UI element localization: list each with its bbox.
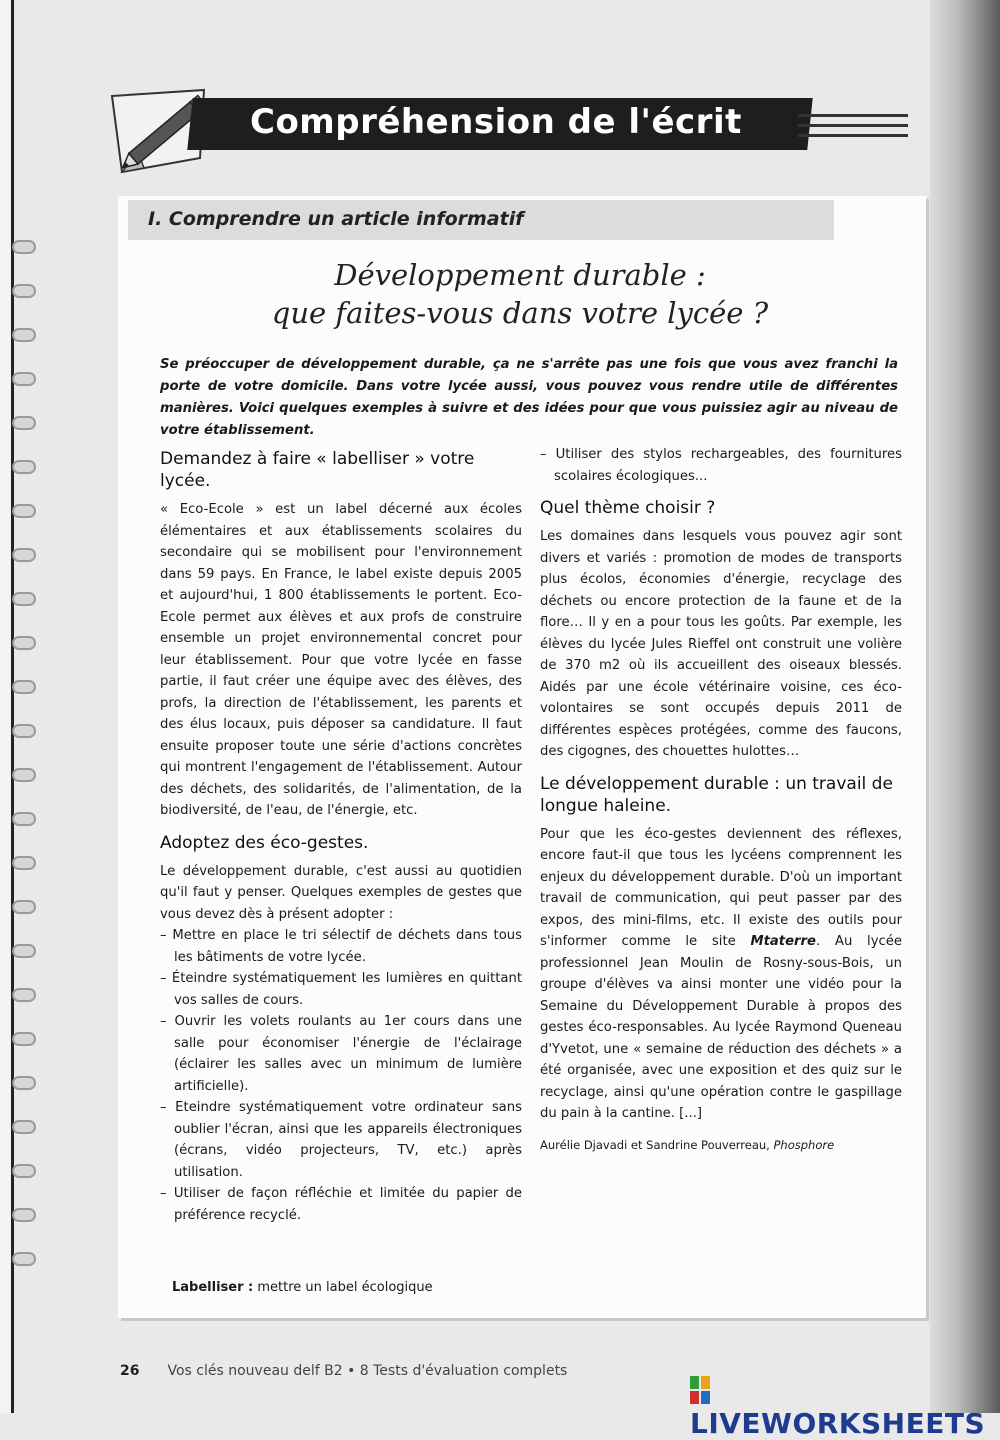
spiral-binding: [12, 240, 48, 1300]
spiral-ring: [12, 636, 36, 650]
credit-authors: Aurélie Djavadi et Sandrine Pouverreau,: [540, 1137, 774, 1152]
banner-decorative-lines: [798, 114, 908, 144]
page-number: 26: [120, 1363, 140, 1379]
glossary-term: Labelliser :: [172, 1280, 254, 1295]
glossary-definition: mettre un label écologique: [253, 1280, 433, 1295]
brand-watermark: [690, 1374, 1000, 1440]
section-label: I. Comprendre un article informatif: [148, 208, 524, 230]
spiral-ring: [12, 1164, 36, 1178]
list-item: – Ouvrir les volets roulants au 1er cours dans une salle pour économiser l'énergie de l'éclairage (éclairer les salles avec un minimum de lumière artificielle).: [160, 1014, 522, 1094]
body-text: . Au lycée professionnel Jean Moulin de Rosny-sous-Bois, un groupe d'élèves va ainsi monter une vidéo pour la Semaine du Développement Durable à propos des gestes éco-responsables. Au lycée Raymond Queneau d'Yvetot, une « semaine de réduction des déchets » a été organisée, avec une exposition et des quiz sur le recyclage, ainsi qu'une opération contre le gaspillage du pain à la cantine. [...]: [540, 934, 902, 1121]
spiral-ring: [12, 372, 36, 386]
page-title: Compréhension de l'écrit: [250, 102, 742, 142]
article-credit: [540, 1135, 902, 1157]
left-column: [160, 444, 522, 1226]
book-title: Vos clés nouveau delf B2 • 8 Tests d'évaluation complets: [167, 1363, 568, 1379]
list-item: – Utiliser des stylos rechargeables, des fournitures scolaires écologiques...: [540, 447, 902, 484]
spiral-ring: [12, 944, 36, 958]
spiral-ring: [12, 460, 36, 474]
page-shadow-edge: [930, 0, 1000, 1413]
spiral-ring: [12, 416, 36, 430]
spiral-ring: [12, 988, 36, 1002]
list-item: – Mettre en place le tri sélectif de déchets dans tous les bâtiments de votre lycée.: [160, 928, 522, 965]
site-name: Mtaterre: [750, 934, 816, 949]
spiral-ring: [12, 900, 36, 914]
right-column: [540, 444, 902, 1156]
credit-source: Phosphore: [773, 1137, 835, 1152]
glossary-note: [172, 1280, 433, 1295]
brand-name: LIVEWORKSHEETS: [690, 1407, 986, 1440]
spiral-ring: [12, 548, 36, 562]
spiral-ring: [12, 1252, 36, 1266]
article-title-line1: Développement durable :: [334, 258, 706, 292]
spiral-ring: [12, 1208, 36, 1222]
spiral-ring: [12, 1032, 36, 1046]
spiral-ring: [12, 1076, 36, 1090]
article-title-line2: que faites-vous dans votre lycée ?: [271, 296, 769, 330]
spiral-ring: [12, 856, 36, 870]
body-text: Pour que les éco-gestes deviennent des réflexes, encore faut-il que tous les lycéens comprennent les enjeux du développement durable. D'où un important travail de communication, qui peut passer par des expos, des mini-films, etc. Il existe des outils pour s'informer comme le site: [540, 826, 902, 949]
spiral-ring: [12, 240, 36, 254]
spiral-ring: [12, 284, 36, 298]
liveworksheets-logo-icon: [690, 1376, 710, 1404]
section-body-eco-gestes: Le développement durable, c'est aussi au quotidien qu'il faut y penser. Quelques exemples de gestes que vous devez dès à présent adopter :: [160, 863, 522, 922]
spiral-ring: [12, 328, 36, 342]
header-banner: [98, 88, 870, 166]
spiral-ring: [12, 504, 36, 518]
page-footer: [120, 1363, 567, 1379]
spiral-ring: [12, 1120, 36, 1134]
spiral-ring: [12, 768, 36, 782]
section-heading-eco-gestes: Adoptez des éco-gestes.: [160, 832, 369, 853]
list-item: – Éteindre systématiquement les lumières en quittant vos salles de cours.: [160, 971, 522, 1008]
article-intro: Se préoccuper de développement durable, ça ne s'arrête pas une fois que vous avez franchi la porte de votre domicile. Dans votre lycée aussi, vous pouvez vous rendre utile de différentes manières. Voici quelques exemples à suivre et des idées pour que vous puissiez agir au niveau de votre établissement.: [160, 357, 898, 438]
section-heading-labelliser: Demandez à faire « labelliser » votre lycée.: [160, 449, 475, 491]
section-body-theme: Les domaines dans lesquels vous pouvez agir sont divers et variés : promotion de modes de transports plus écolos, économies d'énergie, recyclage des déchets ou encore protection de la faune et de la flore… Il y en a pour tous les goûts. Par exemple, les élèves du lycée Jules Rieffel ont construit une volière de 370 m2 où ils accueillent des oiseaux blessés. Aidés par une école vétérinaire voisine, ces éco-volontaires se sont occupés depuis 2011 de différentes espèces protégées, comme des faucons, des cigognes, des chouettes hulottes…: [540, 529, 902, 759]
spiral-ring: [12, 680, 36, 694]
list-item: – Eteindre systématiquement votre ordinateur sans oublier l'écran, ainsi que les appareils électroniques (écrans, vidéo projecteurs, TV, etc.) après utilisation.: [160, 1100, 522, 1180]
section-heading-theme: Quel thème choisir ?: [540, 498, 716, 518]
list-item: – Utiliser de façon réfléchie et limitée du papier de préférence recyclé.: [160, 1186, 522, 1223]
spiral-ring: [12, 592, 36, 606]
section-body-labelliser: « Eco-Ecole » est un label décerné aux écoles élémentaires et aux établissements scolaires du secondaire qui se mobilisent pour l'environnement dans 59 pays. En France, le label existe depuis 2005 et aujourd'hui, 1 800 établissements le portent. Eco-Ecole permet aux élèves et aux profs de construire ensemble un projet environnemental concret pour leur établissement. Pour que votre lycée en fasse partie, il faut créer une équipe avec des élèves, des profs, la direction de l'établissement, les parents et des élus locaux, puis déposer sa candidature. Il faut ensuite proposer toute une série d'actions concrètes qui montrent l'engagement de l'établissement. Autour des déchets, des solidarités, de l'alimentation, de la biodiversité, de l'eau, de l'énergie, etc.: [160, 502, 522, 818]
spiral-ring: [12, 724, 36, 738]
section-heading-longue-haleine: Le développement durable : un travail de longue haleine.: [540, 773, 893, 816]
article-title: [180, 256, 860, 332]
spiral-ring: [12, 812, 36, 826]
section-body-longue-haleine: [540, 824, 902, 1125]
